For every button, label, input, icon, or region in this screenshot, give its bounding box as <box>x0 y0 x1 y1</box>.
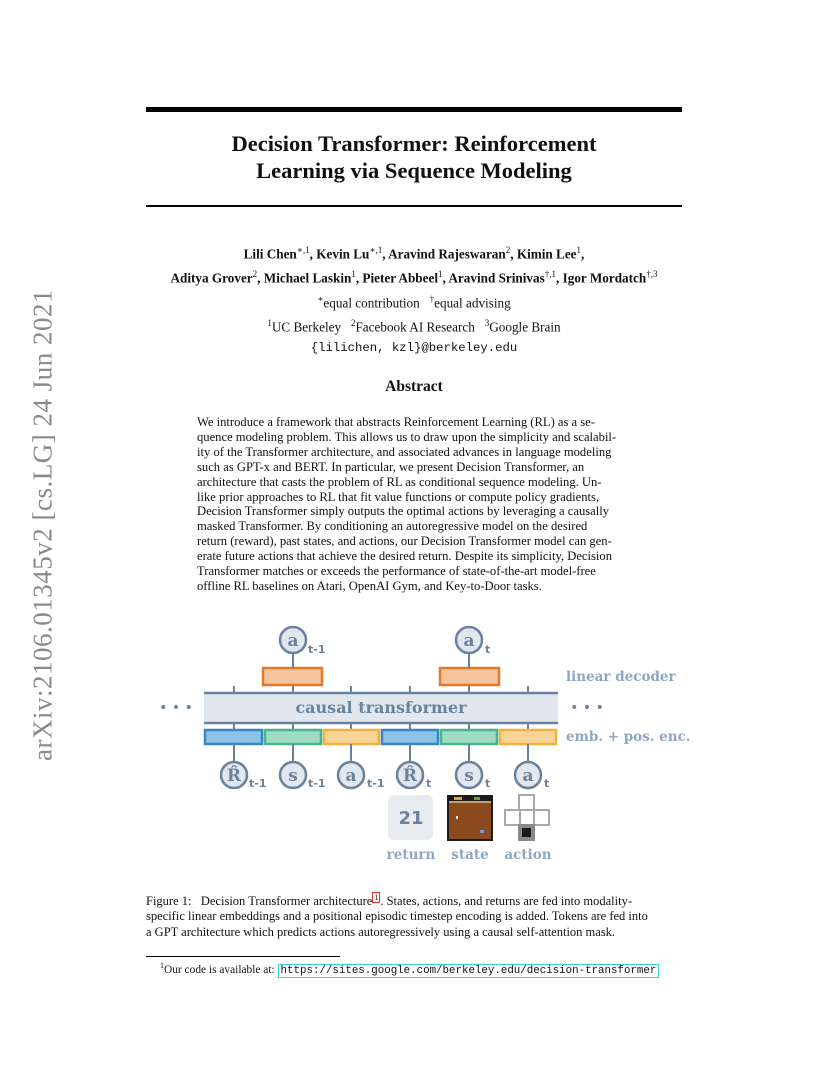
footnote-rule <box>146 956 340 957</box>
abstract-body <box>197 415 631 594</box>
action-embedding <box>500 730 556 744</box>
abstract-line: quence modeling problem. This allows us to draw upon the simplicity and scalabil- <box>197 429 617 444</box>
return-embedding <box>205 730 262 744</box>
abstract-line: offline RL baselines on Atari, OpenAI Gym, and Key-to-Door tasks. <box>197 578 542 593</box>
abstract-line: masked Transformer. By conditioning an autoregressive model on the desired <box>197 519 588 534</box>
abstract-line: such as GPT-x and BERT. In particular, we present Decision Transformer, an <box>197 459 585 474</box>
return-value: 21 <box>398 808 424 829</box>
abstract-line: like prior approaches to RL that fit value functions or compute policy gradients, <box>197 489 600 504</box>
svg-text:t-1: t-1 <box>308 643 326 656</box>
arxiv-identifier: arXiv:2106.01345v2 [cs.LG] 24 Jun 2021 <box>27 289 58 762</box>
authors-line-1: Lili Chen$^{∗,1}$, Kevin $Lu^{∗,1}$, Aravind Rajeswaran$^2$, Kimin Lee$^1$, <box>243 245 585 262</box>
caption-line: specific linear embeddings and a positional episodic timestep encoding is added. Tokens are fed into <box>146 909 648 924</box>
svg-text:t: t <box>544 777 550 790</box>
author-name: Kimin Lee <box>516 246 577 262</box>
input-token <box>280 762 325 790</box>
linear-decoder-box <box>440 668 499 685</box>
affiliations: $^1$UC Berkeley $^2$Facebook AI Research $^3$Google Brain <box>267 318 561 335</box>
input-token <box>515 762 549 790</box>
caption-line: a GPT architecture which predicts actions autoregressively using a causal self-attention mask. <box>146 924 616 939</box>
svg-text:t: t <box>426 777 432 790</box>
authors-line-2: Aditya Grover$^2$, Michael Laskin$^1$, Pieter Abbeel$^1$, Aravind Srinivas$^{\dagger,1}$, Igor Mordatch$^{\dagger,3}$ <box>170 269 658 286</box>
architecture-figure <box>150 620 690 870</box>
svg-text:R̂: R̂ <box>402 766 418 786</box>
figure-caption <box>146 894 686 940</box>
input-token <box>338 762 384 790</box>
author-name: Igor Mordatch <box>562 270 647 286</box>
svg-text:s: s <box>288 766 298 786</box>
author-name: Michael Laskin <box>263 270 352 286</box>
title-line: Decision Transformer: Reinforcement <box>231 131 597 156</box>
svg-text:t-1: t-1 <box>249 777 267 790</box>
author-block <box>140 240 688 359</box>
author-name: Aravind Srinivas <box>448 270 545 286</box>
svg-text:R̂: R̂ <box>226 766 242 786</box>
author-name: Aditya Grover <box>170 270 253 286</box>
title-line: Learning via Sequence Modeling <box>256 158 572 183</box>
state-embedding <box>441 730 497 744</box>
abstract-line: architecture that casts the problem of RL as conditional sequence modeling. Un- <box>197 474 602 489</box>
transformer-label: causal transformer <box>295 698 467 717</box>
state-embedding <box>265 730 321 744</box>
footnote: $^1$Our code is available at: https://sites.google.com/berkeley.edu/decision-transformer <box>160 961 659 977</box>
action-label: action <box>504 847 552 863</box>
ellipsis-left: • • • <box>159 700 193 716</box>
svg-text:t: t <box>485 643 491 656</box>
author-name: Pieter Abbeel <box>362 270 438 286</box>
linear-decoder-box <box>263 668 322 685</box>
svg-text:a: a <box>463 631 475 651</box>
title-bottom-rule <box>146 205 682 207</box>
caption-line: Figure 1: Decision Transformer architecture $^1$ . States, actions, and returns are fed into modality- <box>146 893 633 909</box>
svg-text:a: a <box>345 766 357 786</box>
abstract-line: We introduce a framework that abstracts Reinforcement Learning (RL) as a se- <box>197 415 595 429</box>
svg-text:t-1: t-1 <box>308 777 326 790</box>
paper-title <box>146 130 682 184</box>
abstract-heading: Abstract <box>385 378 443 395</box>
svg-text:t: t <box>485 777 491 790</box>
abstract-line: erate future actions that achieve the desired return. Despite its simplicity, Decision <box>197 549 612 564</box>
linear-decoder-label: linear decoder <box>566 669 676 685</box>
author-name: Lili Chen <box>243 246 297 262</box>
footnote-reference[interactable]: 1 <box>374 893 379 902</box>
abstract-line: Decision Transformer simply outputs the optimal actions by leveraging a causally <box>197 504 610 519</box>
action-dpad-icon <box>505 795 549 840</box>
svg-text:a: a <box>522 766 534 786</box>
input-token <box>397 762 431 790</box>
author-name: Aravind Rajeswaran <box>388 246 506 262</box>
svg-text:s: s <box>464 766 474 786</box>
return-label: return <box>386 847 436 863</box>
abstract-line: return (reward), past states, and actions, our Decision Transformer model can gen- <box>197 534 612 549</box>
svg-text:a: a <box>287 631 299 651</box>
ellipsis-right: • • • <box>570 700 604 716</box>
embedding-label: emb. + pos. enc. <box>566 729 690 745</box>
return-embedding <box>382 730 438 744</box>
author-name: Kevin Lu <box>316 246 370 262</box>
state-label: state <box>451 847 489 863</box>
abstract-line: ity of the Transformer architecture, and associated advances in language modeling <box>197 444 612 459</box>
action-embedding <box>324 730 379 744</box>
input-token <box>221 762 266 790</box>
svg-text:t-1: t-1 <box>367 777 385 790</box>
state-example-frame <box>447 795 493 841</box>
input-token <box>456 762 490 790</box>
contribution-notes: ∗equal contribution †equal advising <box>317 293 511 311</box>
title-top-rule <box>146 107 682 112</box>
email[interactable]: {lilichen, kzl}@berkeley.edu <box>310 340 518 355</box>
abstract-line: Transformer matches or exceeds the performance of state-of-the-art model-free <box>197 564 596 579</box>
code-link[interactable]: https://sites.google.com/berkeley.edu/decision-transformer <box>278 964 660 978</box>
